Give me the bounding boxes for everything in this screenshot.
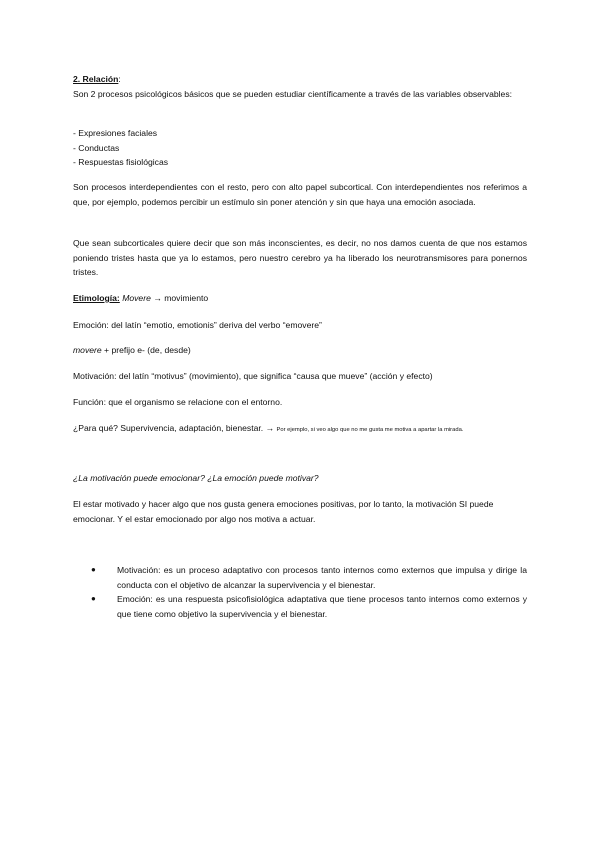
- emocion-etymology: Emoción: del latín “emotio, emotionis” deriva del verbo “emovere”: [73, 320, 322, 330]
- variables-list: [73, 126, 527, 170]
- list-item: [73, 563, 527, 592]
- movere-word: movere: [73, 345, 102, 355]
- motivacion-definition: Motivación: es un proceso adaptativo con procesos tanto internos como externos que impulsa y dirige la conducta con el objetivo de alcanzar la supervivencia y el bienestar.: [117, 565, 527, 590]
- funcion-line: Función: que el organismo se relacione con el entorno.: [73, 397, 283, 407]
- para-que-text: ¿Para qué? Supervivencia, adaptación, bienestar. →: [73, 423, 277, 433]
- intro-paragraph: Son 2 procesos psicológicos básicos que se pueden estudiar científicamente a través de las variables observables:: [73, 89, 513, 99]
- list-item: - Expresiones faciales: [73, 128, 158, 138]
- interdependence-paragraph: Son procesos interdependientes con el resto, pero con alto papel subcortical. Con interdependientes nos referimos a que, por ejemplo, podemos percibir un estímulo sin poner atención y sin que haya una emoción asociada.: [73, 182, 527, 207]
- etymology-line: [73, 291, 527, 306]
- motivacion-etymology: Motivación: del latín “motivus” (movimiento), que significa “causa que mueve” (acción y efecto): [73, 371, 433, 381]
- list-item: - Respuestas fisiológicas: [73, 157, 169, 167]
- etymology-label: Etimología:: [73, 293, 120, 303]
- bullet-icon: ●: [91, 594, 96, 603]
- bullet-icon: ●: [91, 565, 96, 574]
- etymology-meaning: → movimiento: [150, 293, 209, 303]
- movere-prefix: + prefijo e- (de, desde): [101, 345, 191, 355]
- emocion-definition: Emoción: es una respuesta psicofisiológica adaptativa que tiene procesos tanto internos como externos y que tiene como objetivo la supervivencia y el bienestar.: [117, 594, 527, 619]
- list-item: [73, 592, 527, 621]
- subcortical-paragraph: Que sean subcorticales quiere decir que son más inconscientes, es decir, no nos damos cuenta de que nos estamos poniendo tristes hasta que ya lo estamos, pero nuestro cerebro ya ha liberado los neurotransmisores para ponernos tristes.: [73, 238, 527, 277]
- list-item: - Conductas: [73, 142, 120, 153]
- para-que-example: Por ejemplo, si veo algo que no me gusta me motiva a apartar la mirada.: [276, 427, 464, 433]
- para-que-line: [73, 421, 527, 438]
- section-heading: 2. Relación: [73, 74, 119, 84]
- question-answer: El estar motivado y hacer algo que nos gusta genera emociones positivas, por lo tanto, la motivación SI puede emocionar. Y el estar emocionado por algo nos motiva a actuar.: [73, 499, 494, 524]
- movere-line: [73, 343, 527, 358]
- section-header: [73, 72, 527, 87]
- question-title: ¿La motivación puede emocionar? ¿La emoción puede motivar?: [73, 473, 319, 483]
- section-heading-colon: :: [118, 74, 121, 84]
- etymology-word: Movere: [122, 293, 151, 303]
- definitions-list: [73, 563, 527, 621]
